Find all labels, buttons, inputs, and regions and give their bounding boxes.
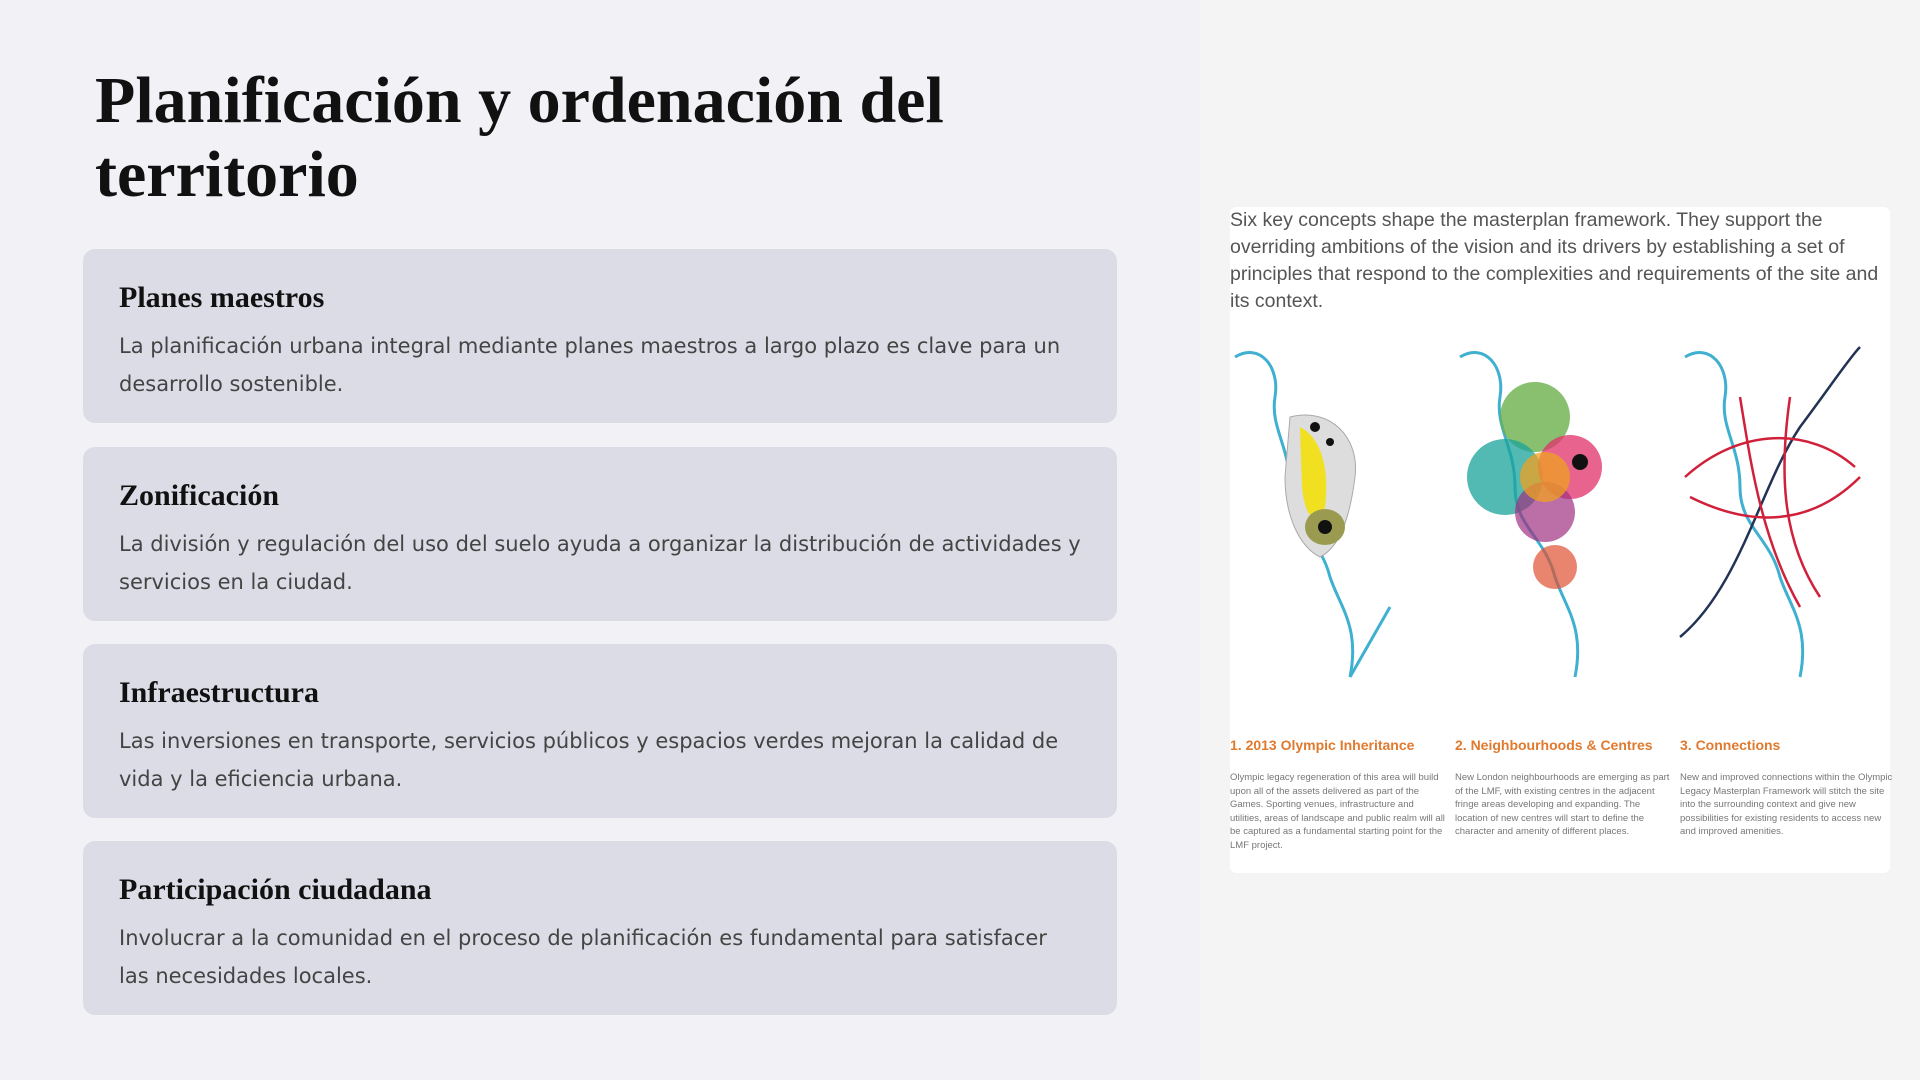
card-heading: Planes maestros <box>119 281 325 314</box>
map-connections <box>1680 347 1860 677</box>
panel-caption-1 <box>1230 737 1445 852</box>
panel-title: 3. Connections <box>1680 737 1781 753</box>
map-neighbourhoods-centres <box>1460 353 1602 677</box>
card-infraestructura <box>83 644 1117 818</box>
card-heading: Participación ciudadana <box>119 873 432 906</box>
card-heading: Infraestructura <box>119 676 319 709</box>
card-zonificacion <box>83 447 1117 621</box>
panel-title: 1. 2013 Olympic Inheritance <box>1230 737 1415 753</box>
panel-text: Olympic legacy regeneration of this area will build upon all of the assets delivered as part of the Games. Sporting venues, infrastructure and utilities, areas of landscape and public realm will all be captured as a fundamental starting point for the LMF project. <box>1230 772 1445 851</box>
card-body: Las inversiones en transporte, servicios públicos y espacios verdes mejoran la calidad de vida y la eficiencia urbana. <box>119 729 1059 791</box>
panel-text: New London neighbourhoods are emerging as part of the LMF, with existing centres in the adjacent fringe areas developing and expanding. The location of new centres will start to define the character and amenity of different places. <box>1455 772 1670 837</box>
masterplan-maps <box>1230 337 1890 707</box>
card-planes-maestros <box>83 249 1117 423</box>
panel-caption-2 <box>1455 737 1670 839</box>
card-body: La planificación urbana integral mediante planes maestros a largo plazo es clave para un desarrollo sostenible. <box>119 334 1061 396</box>
card-participacion <box>83 841 1117 1015</box>
panel-caption-3 <box>1680 737 1895 839</box>
map-olympic-inheritance <box>1235 353 1390 677</box>
card-body: La división y regulación del uso del suelo ayuda a organizar la distribución de actividades y servicios en la ciudad. <box>119 532 1081 594</box>
card-body: Involucrar a la comunidad en el proceso de planificación es fundamental para satisfacer las necesidades locales. <box>119 926 1047 988</box>
panel-title: 2. Neighbourhoods & Centres <box>1455 737 1653 753</box>
figure-intro: Six key concepts shape the masterplan framework. They support the overriding ambitions of the vision and its drivers by establishing a set of principles that respond to the complexities and requirements of the site and its context. <box>1230 209 1879 312</box>
page-title: Planificación y ordenación del territorio <box>95 64 944 211</box>
panel-text: New and improved connections within the Olympic Legacy Masterplan Framework will stitch the site into the surrounding context and give new possibilities for existing residents to access new and improved amenities. <box>1680 772 1893 837</box>
masterplan-figure <box>1230 207 1893 873</box>
card-heading: Zonificación <box>119 479 280 512</box>
